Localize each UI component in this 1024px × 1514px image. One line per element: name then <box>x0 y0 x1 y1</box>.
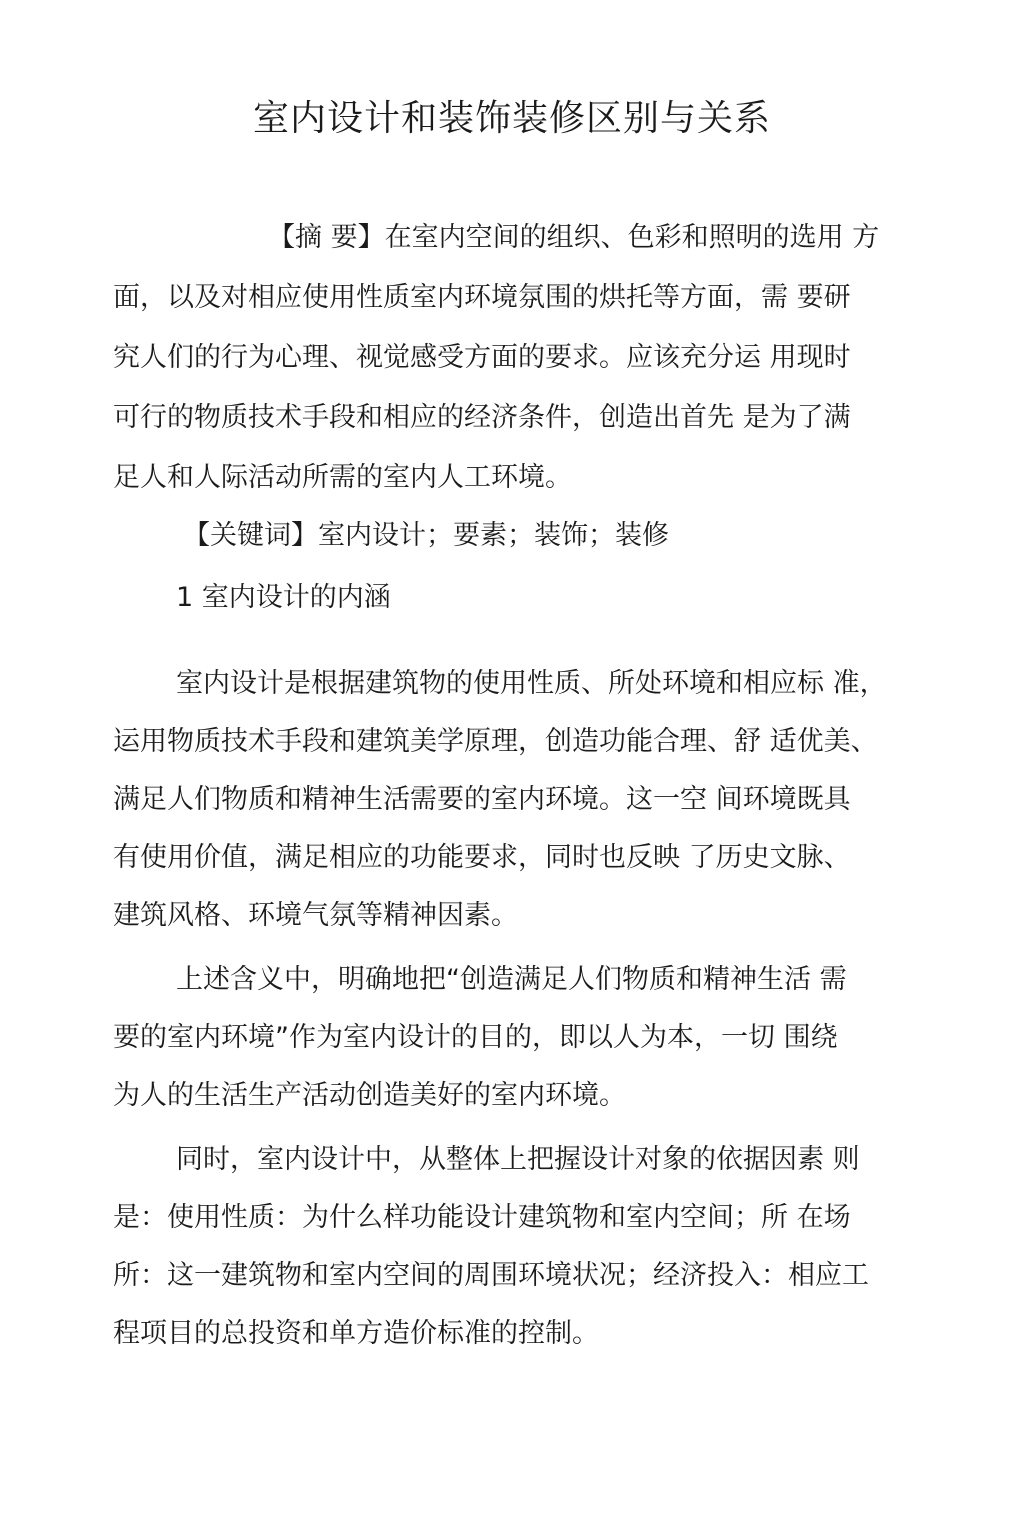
keywords-line: 【关键词】室内设计；要素；装饰；装修 <box>183 520 669 551</box>
paragraph-line: 所：这一建筑物和室内空间的周围环境状况；经济投入：相应工 <box>113 1260 869 1291</box>
section-heading: 1 室内设计的内涵 <box>176 582 391 613</box>
paragraph-line: 上述含义中，明确地把“创造满足人们物质和精神生活 需 <box>176 964 847 995</box>
abstract-line: 面，以及对相应使用性质室内环境氛围的烘托等方面，需 要研 <box>113 282 851 313</box>
abstract-line: 可行的物质技术手段和相应的经济条件，创造出首先 是为了满 <box>113 402 851 433</box>
paragraph-line: 程项目的总投资和单方造价标准的控制。 <box>113 1318 599 1349</box>
paragraph-line: 运用物质技术手段和建筑美学原理，创造功能合理、舒 适优美、 <box>113 726 878 757</box>
paragraph-line: 有使用价值，满足相应的功能要求，同时也反映 了历史文脉、 <box>113 842 851 873</box>
document-title: 室内设计和装饰装修区别与关系 <box>252 98 771 139</box>
paragraph-line: 室内设计是根据建筑物的使用性质、所处环境和相应标 准， <box>176 668 887 699</box>
abstract-line: 究人们的行为心理、视觉感受方面的要求。应该充分运 用现时 <box>113 342 851 373</box>
paragraph-line: 要的室内环境”作为室内设计的目的，即以人为本，一切 围绕 <box>113 1022 838 1053</box>
paragraph-line: 是：使用性质：为什么样功能设计建筑物和室内空间；所 在场 <box>113 1202 851 1233</box>
paragraph-line: 同时，室内设计中，从整体上把握设计对象的依据因素 则 <box>176 1144 860 1175</box>
paragraph-line: 为人的生活生产活动创造美好的室内环境。 <box>113 1080 626 1111</box>
paragraph-line: 满足人们物质和精神生活需要的室内环境。这一空 间环境既具 <box>113 784 851 815</box>
abstract-line: 【摘 要】在室内空间的组织、色彩和照明的选用 方 <box>268 222 880 253</box>
abstract-line: 足人和人际活动所需的室内人工环境。 <box>113 462 572 493</box>
paragraph-line: 建筑风格、环境气氛等精神因素。 <box>113 900 518 931</box>
